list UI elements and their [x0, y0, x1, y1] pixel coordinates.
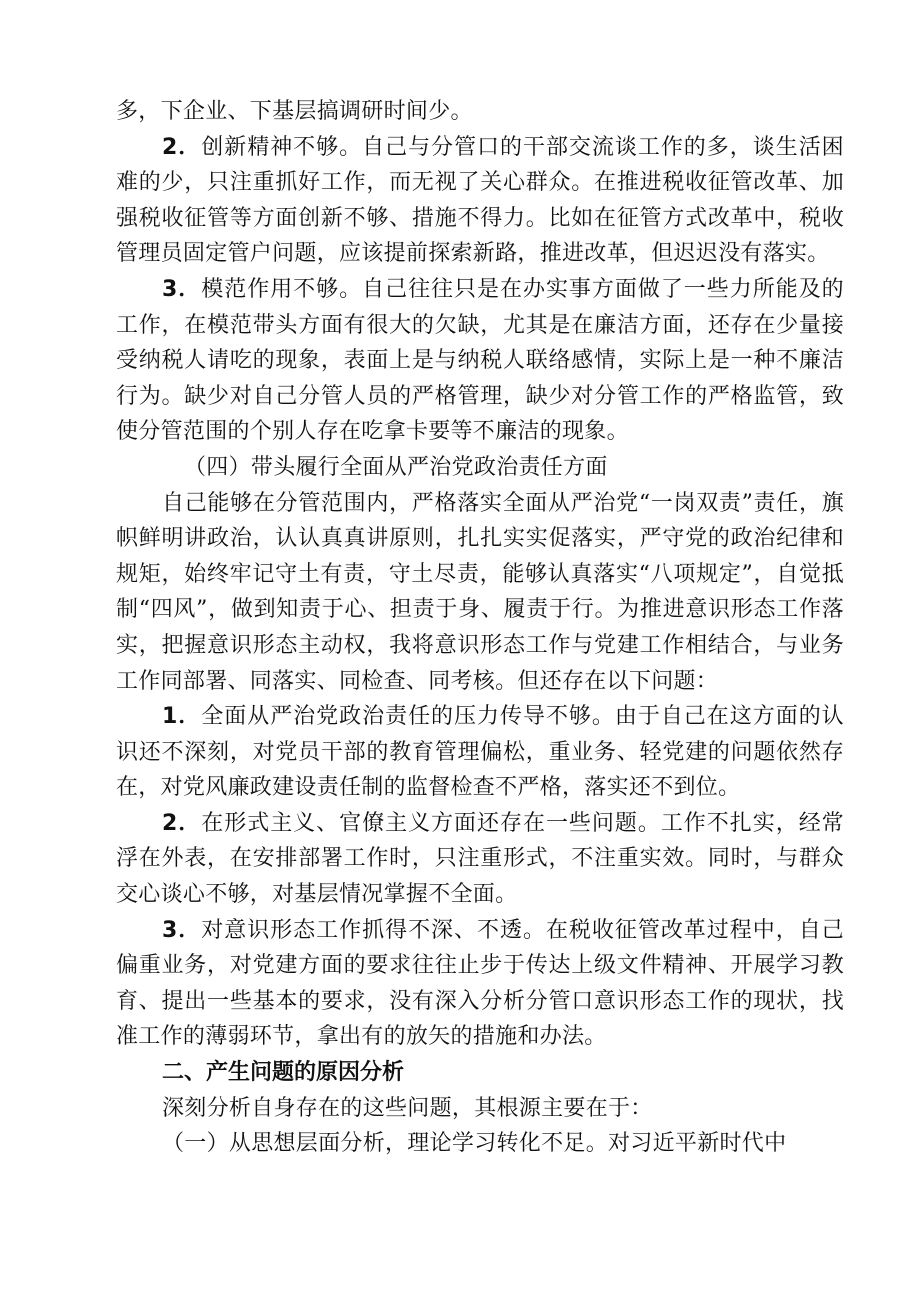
- item-number: 1．: [162, 704, 202, 730]
- paragraph-innovation: [116, 130, 844, 272]
- paragraph-text: 模范作用不够。自己往往只是在办实事方面做了一些力所能及的工作，在模范带头方面有很大的欠缺，尤其是在廉洁方面，还存在少量接受纳税人请吃的现象，表面上是与纳税人联络感情，实际上是一种不廉洁行为。缺少对自己分管人员的严格管理，缺少对分管工作的严格监管，致使分管范围的个别人存在吃拿卡要等不廉洁的现象。: [116, 276, 844, 445]
- paragraph-formalism: [116, 806, 844, 913]
- paragraph-responsibility: 自己能够在分管范围内，严格落实全面从严治党“一岗双责”责任，旗帜鲜明讲政治，认认真真讲原则，扎扎实实促落实，严守党的政治纪律和规矩，始终牢记守土有责，守土尽责，能够认真落实“八项规定”，自觉抵制“四风”，做到知责于心、担责于身、履责于行。为推进意识形态工作落实，把握意识形态主动权，我将意识形态工作与党建工作相结合，与业务工作同部署、同落实、同检查、同考核。但还存在以下问题：: [116, 490, 844, 694]
- section-four-title: （四）带头履行全面从严治党政治责任方面: [184, 454, 608, 480]
- paragraph-ideology: [116, 913, 844, 1055]
- section-heading-cause-analysis: 二、产生问题的原因分析: [162, 1060, 405, 1086]
- item-number: 2．: [162, 810, 202, 836]
- item-number: 3．: [162, 917, 202, 943]
- paragraph-text: 对意识形态工作抓得不深、不透。在税收征管改革过程中，自己偏重业务，对党建方面的要求往往止步于传达上级文件精神、开展学习教育、提出一些基本的要求，没有深入分析分管口意识形态工作的现状，找准工作的薄弱环节，拿出有的放矢的措施和办法。: [116, 917, 844, 1050]
- paragraph-root-cause-intro: 深刻分析自身存在的这些问题，其根源主要在于：: [162, 1095, 653, 1121]
- document-page: [116, 94, 844, 1162]
- paragraph-role-model: [116, 272, 844, 450]
- paragraph-continuation: 多，下企业、下基层搞调研时间少。: [116, 99, 473, 124]
- item-number: 3．: [162, 276, 202, 302]
- item-number: 2．: [162, 134, 202, 160]
- paragraph-ideological-level: （一）从思想层面分析，理论学习转化不足。对习近平新时代中: [162, 1131, 787, 1157]
- paragraph-text: 创新精神不够。自己与分管口的干部交流谈工作的多，谈生活困难的少，只注重抓好工作，而无视了关心群众。在推进税收征管改革、加强税收征管等方面创新不够、措施不得力。比如在征管方式改革中，税收管理员固定管户问题，应该提前探索新路，推进改革，但迟迟没有落实。: [116, 134, 844, 267]
- paragraph-pressure: [116, 699, 844, 806]
- paragraph-text: 在形式主义、官僚主义方面还存在一些问题。工作不扎实，经常浮在外表，在安排部署工作时，只注重形式，不注重实效。同时，与群众交心谈心不够，对基层情况掌握不全面。: [116, 810, 844, 908]
- paragraph-text: 全面从严治党政治责任的压力传导不够。由于自己在这方面的认识还不深刻，对党员干部的教育管理偏松，重业务、轻党建的问题依然存在，对党风廉政建设责任制的监督检查不严格，落实还不到位。: [116, 704, 844, 801]
